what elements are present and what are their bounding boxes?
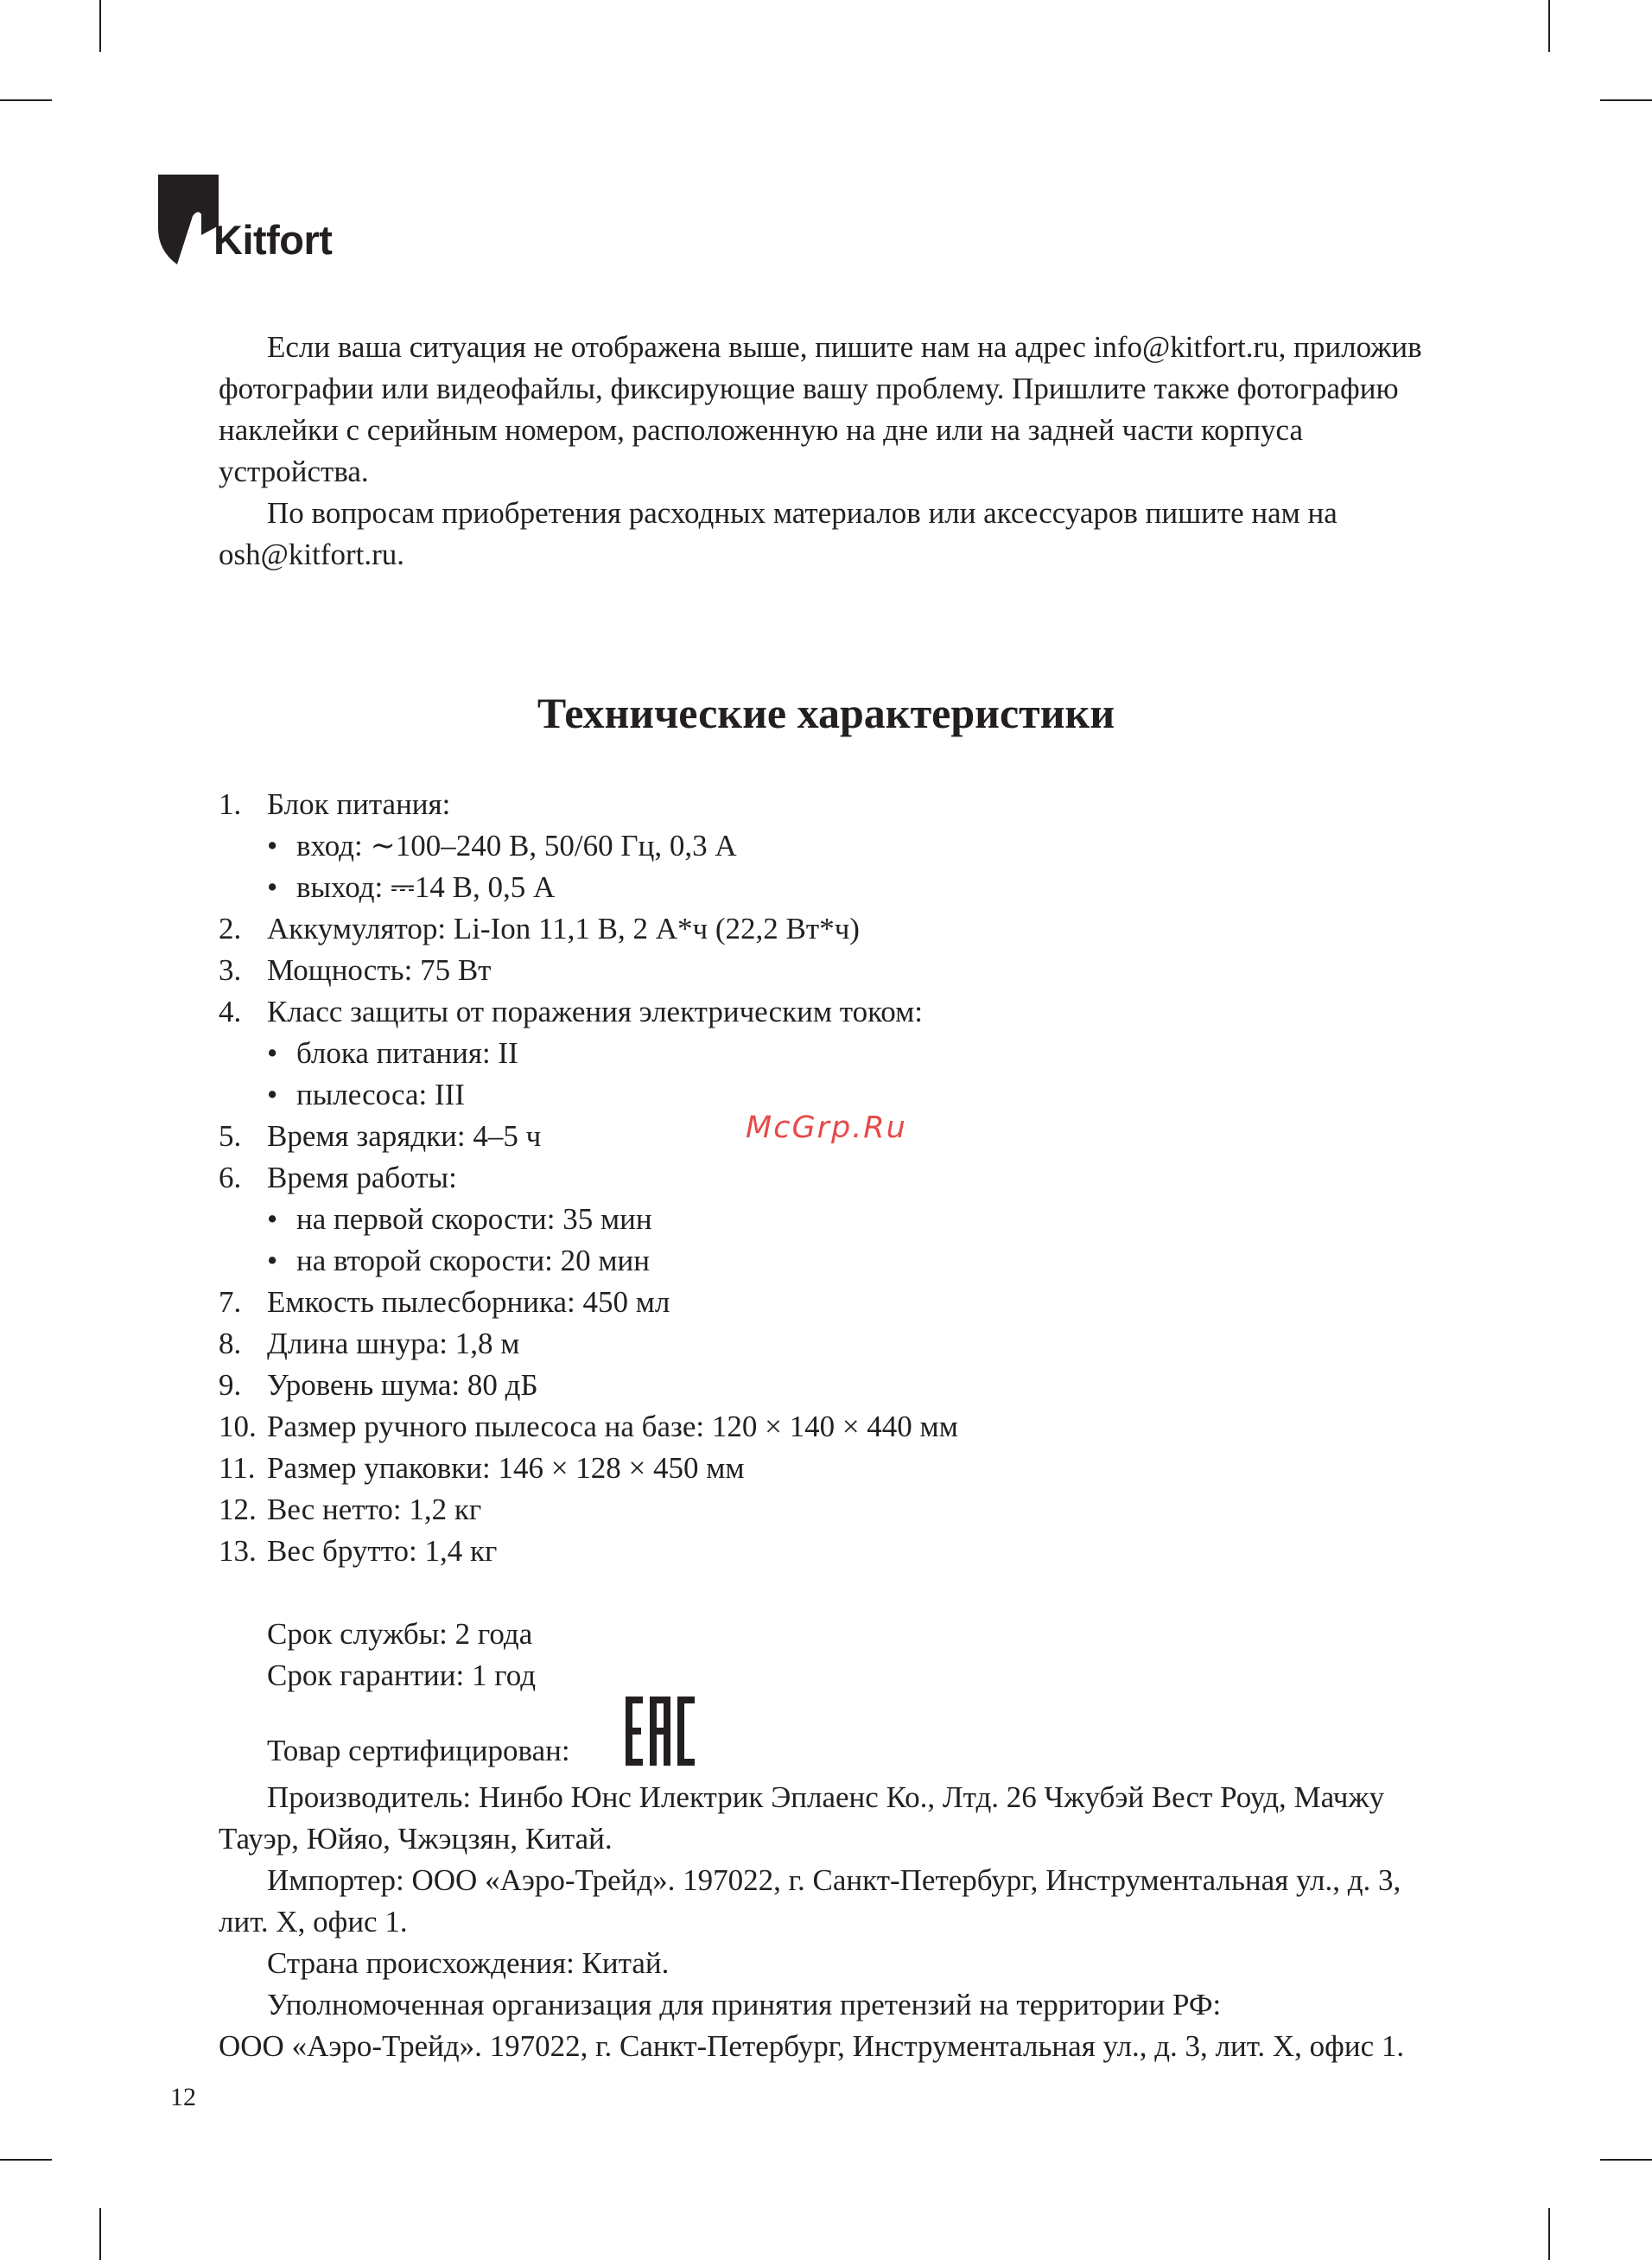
authorized-organization-address: ООО «Аэро-Трейд». 197022, г. Санкт-Петербург, Инструментальная ул., д. 3, лит. Х, офис 1. — [219, 2029, 1405, 2063]
intro-paragraph: По вопросам приобретения расходных материалов или аксессуаров пишите нам на osh@kitfort.ru. — [219, 496, 1337, 571]
spec-subitem — [219, 1199, 1515, 1240]
bullet: • — [267, 1078, 278, 1111]
spec-text: Размер упаковки: 146 × 128 × 450 мм — [267, 1451, 745, 1485]
crop-mark — [1548, 2208, 1550, 2260]
spec-text: Класс защиты от поражения электрическим током: — [267, 995, 924, 1028]
spec-text: Длина шнура: 1,8 м — [267, 1327, 520, 1360]
spec-text: Блок питания: — [267, 787, 451, 821]
crop-mark — [1600, 99, 1652, 101]
spec-item — [219, 1157, 1515, 1199]
spec-number: 8. — [219, 1327, 242, 1360]
spec-item — [219, 1489, 1515, 1531]
spec-item — [219, 1448, 1515, 1489]
crop-mark — [0, 99, 52, 101]
product-info — [219, 1614, 1446, 2067]
spec-text: Вес нетто: 1,2 кг — [267, 1493, 482, 1526]
spec-subtext: на первой скорости: 35 мин — [296, 1202, 652, 1236]
spec-item — [219, 1406, 1515, 1448]
spec-item — [219, 1323, 1515, 1365]
bullet: • — [267, 870, 278, 904]
certification-label: Товар сертифицирован: — [267, 1734, 570, 1767]
spec-subtext: вход: ∼100–240 В, 50/60 Гц, 0,3 А — [296, 829, 737, 863]
crop-mark — [0, 2159, 52, 2161]
spec-number: 3. — [219, 953, 242, 987]
spec-subtext: на второй скорости: 20 мин — [296, 1244, 651, 1277]
spec-number: 4. — [219, 995, 242, 1028]
eac-mark-graphic — [626, 1697, 695, 1766]
spec-number: 5. — [219, 1119, 242, 1153]
spec-number: 6. — [219, 1161, 242, 1194]
spec-subitem — [219, 1074, 1515, 1116]
spec-item — [219, 1365, 1515, 1406]
country-of-origin: Страна происхождения: Китай. — [267, 1946, 670, 1980]
bullet: • — [267, 1036, 278, 1070]
section-heading: Технические характеристики — [537, 689, 1115, 737]
manufacturer: Производитель: Нинбо Юнс Илектрик Эплаенс Ко., Лтд. 26 Чжубэй Вест Роуд, Мачжу Тауэр, Юйяо, Чжэцзян, Китай. — [219, 1780, 1385, 1856]
spec-number: 2. — [219, 912, 242, 945]
kitfort-logo — [158, 175, 365, 270]
spec-subitem — [219, 867, 1515, 908]
spec-text: Мощность: 75 Вт — [267, 953, 492, 987]
spec-text: Аккумулятор: Li-Ion 11,1 В, 2 А*ч (22,2 Вт*ч) — [267, 912, 860, 945]
certification-line — [219, 1697, 1446, 1777]
spec-item — [219, 908, 1515, 950]
bullet: • — [267, 829, 278, 863]
spec-text: Вес брутто: 1,4 кг — [267, 1534, 498, 1568]
spec-number: 11. — [219, 1451, 256, 1485]
bullet: • — [267, 1202, 278, 1236]
crop-mark — [99, 2208, 101, 2260]
eac-mark-icon — [577, 1697, 695, 1777]
spec-subitem — [219, 1033, 1515, 1074]
spec-item — [219, 991, 1515, 1033]
spec-item — [219, 1531, 1515, 1572]
crop-mark — [1600, 2159, 1652, 2161]
spec-subtext: блока питания: II — [296, 1036, 518, 1070]
intro-paragraph: Если ваша ситуация не отображена выше, пишите нам на адрес info@kitfort.ru, приложив фотографии или видеофайлы, фиксирующие вашу проблему. Пришлите также фотографию наклейки с серийным номером, расположенную на дне или на задней части корпуса устройства. — [219, 330, 1422, 488]
spec-subitem — [219, 825, 1515, 867]
crop-mark — [1548, 0, 1550, 52]
spec-subtext: выход: ⎓14 В, 0,5 А — [296, 870, 556, 904]
crop-mark — [99, 0, 101, 52]
spec-subitem — [219, 1240, 1515, 1282]
service-life: Срок службы: 2 года — [267, 1617, 533, 1651]
bullet: • — [267, 1244, 278, 1277]
spec-text: Время работы: — [267, 1161, 457, 1194]
kitfort-logo-mark-icon — [158, 175, 219, 264]
spec-text: Размер ручного пылесоса на базе: 120 × 140 × 440 мм — [267, 1410, 958, 1443]
spec-item — [219, 1282, 1515, 1323]
spec-item — [219, 784, 1515, 825]
authorized-organization-title: Уполномоченная организация для принятия претензий на территории РФ: — [267, 1988, 1222, 2021]
spec-number: 12. — [219, 1493, 257, 1526]
spec-subtext: пылесоса: III — [296, 1078, 465, 1111]
watermark: McGrp.Ru — [746, 1111, 907, 1145]
spec-number: 9. — [219, 1368, 242, 1402]
page-number: 12 — [170, 2083, 196, 2111]
spec-item — [219, 950, 1515, 991]
spec-text: Емкость пылесборника: 450 мл — [267, 1285, 670, 1319]
warranty-period: Срок гарантии: 1 год — [267, 1658, 537, 1692]
specs-list — [219, 784, 1515, 1572]
spec-number: 1. — [219, 787, 242, 821]
intro-text — [219, 327, 1446, 576]
spec-number: 13. — [219, 1534, 257, 1568]
importer: Импортер: ООО «Аэро-Трейд». 197022, г. Санкт-Петербург, Инструментальная ул., д. 3, лит. Х, офис 1. — [219, 1863, 1401, 1939]
brand-name: Kitfort — [213, 217, 333, 263]
spec-text: Уровень шума: 80 дБ — [267, 1368, 538, 1402]
spec-number: 10. — [219, 1410, 257, 1443]
spec-number: 7. — [219, 1285, 242, 1319]
spec-text: Время зарядки: 4–5 ч — [267, 1119, 542, 1153]
